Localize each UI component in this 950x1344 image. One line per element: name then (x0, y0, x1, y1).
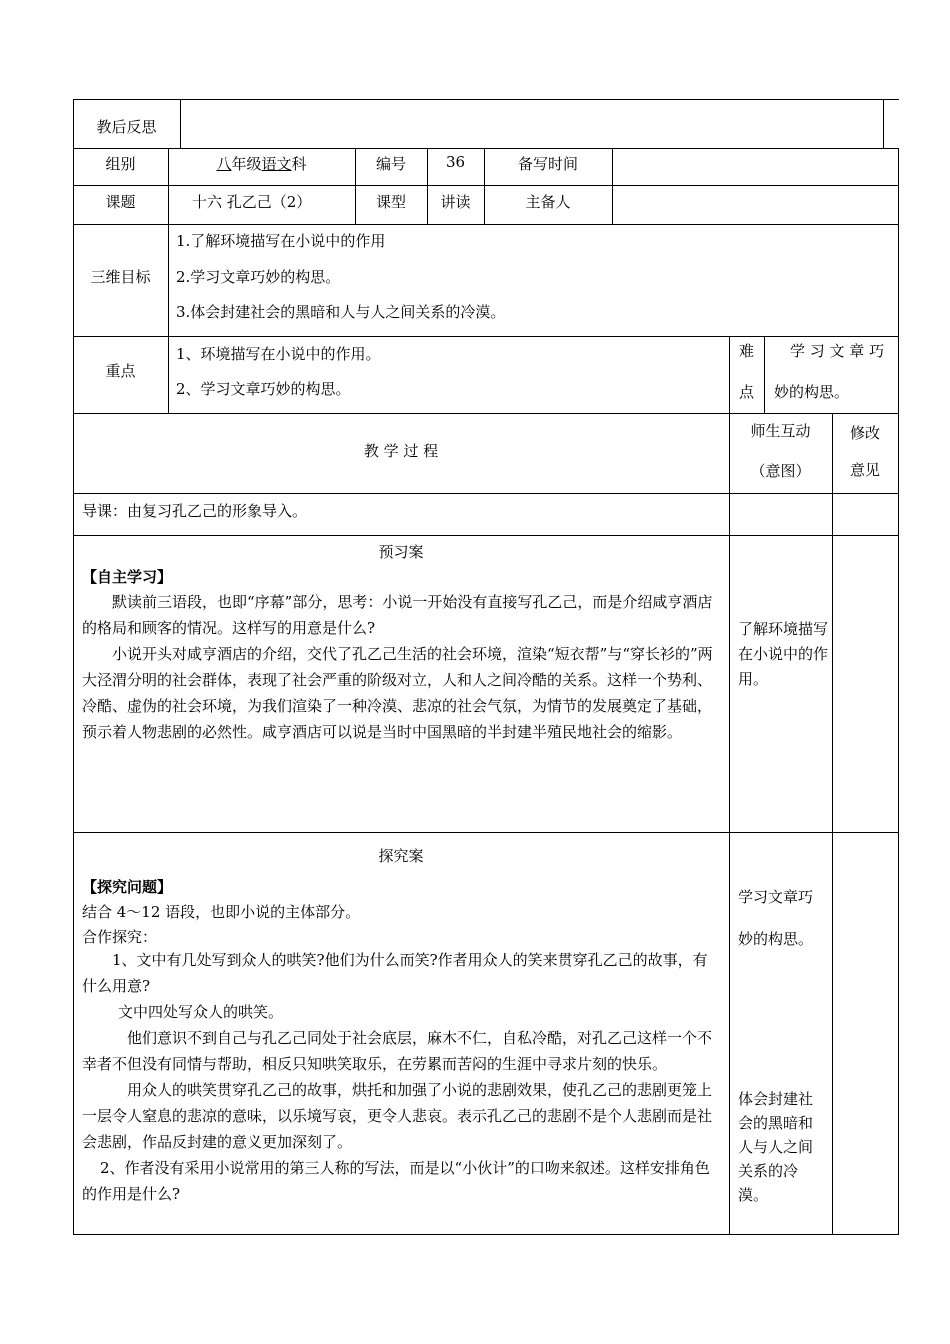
type-value: 讲读 (440, 193, 471, 211)
explore-q1: 1、文中有几处写到众人的哄笑?他们为什么而笑?作者用众人的笑来贯穿孔乙己的故事，有什么用意? (82, 951, 708, 995)
explore-note1-line2: 妙的构思。 (738, 930, 814, 948)
explore-note1-line1: 学习文章巧 (738, 888, 814, 906)
explore-q2: 2、作者没有采用小说常用的第三人称的写法，而是以“小伙计”的口吻来叙述。这样安排角色的作用是什么? (82, 1159, 710, 1203)
group-label: 组别 (105, 155, 136, 173)
difficulty-line-1: 学 习 文 章 巧 (790, 342, 885, 360)
focus-item-1: 1、环境描写在小说中的作用。 (176, 345, 381, 363)
difficulty-label-2: 点 (738, 383, 754, 401)
explore-a1-2: 他们意识不到自己与孔乙己同处于社会底层，麻木不仁，自私冷酷，对孔乙己这样一个不幸者不但没有同情与帮助，相反只知哄笑取乐，在劳累而苦闷的生涯中寻求片刻的快乐。 (82, 1029, 713, 1073)
explore-body (82, 947, 722, 1207)
preview-answer: 小说开头对咸亨酒店的介绍，交代了孔乙己生活的社会环境，渲染“短衣帮”与“穿长衫的”两大泾渭分明的社会群体，表现了社会严重的阶级对立，人和人之间冷酷的关系。这样一个势利、冷酷、虚伪的社会环境，为我们渲染了一种冷漠、悲凉的社会气氛，为情节的发展奠定了基础，预示着人物悲剧的必然性。咸亨酒店可以说是当时中国黑暗的半封建半殖民地社会的缩影。 (82, 645, 713, 741)
reflection-label: 教后反思 (96, 118, 157, 136)
explore-title: 探究案 (378, 847, 424, 865)
preview-section: 【自主学习】 (82, 568, 173, 586)
type-label: 课型 (375, 193, 406, 211)
difficulty-label-1: 难 (738, 342, 754, 360)
explore-coop: 合作探究： (82, 928, 158, 946)
preview-question: 默读前三语段，也即“序幕”部分，思考：小说一开始没有直接写孔乙己，而是介绍咸亨酒店的格局和顾客的情况。这样写的用意是什么? (82, 593, 713, 637)
topic-value: 十六 孔乙己（2） (192, 193, 312, 211)
number-value: 36 (445, 153, 466, 171)
explore-a1-3: 用众人的哄笑贯穿孔乙己的故事，烘托和加强了小说的悲剧效果，使孔乙己的悲剧更笼上一层令人窒息的悲凉的意味，以乐境写哀，更令人悲哀。表示孔乙己的悲剧不是个人悲剧而是社会悲剧，作品反封建的意义更加深刻了。 (82, 1081, 713, 1151)
prep-time-label: 备写时间 (517, 155, 578, 173)
interaction-header-2: （意图） (750, 462, 811, 480)
goal-item-2: 2.学习文章巧妙的构思。 (176, 268, 341, 286)
explore-a1-1: 文中四处写众人的哄笑。 (118, 1003, 284, 1021)
preview-body (82, 589, 722, 745)
revise-header-2: 意见 (849, 461, 880, 479)
goal-item-3: 3.体会封建社会的黑暗和人与人之间关系的冷漠。 (176, 303, 506, 321)
intro-text: 导课：由复习孔乙己的形象导入。 (82, 502, 308, 520)
goals-label: 三维目标 (90, 268, 151, 286)
preview-note: 了解环境描写在小说中的作用。 (738, 620, 829, 688)
topic-label: 课题 (105, 193, 136, 211)
group-value: 八年级语文科 (216, 155, 307, 173)
focus-label: 重点 (105, 362, 136, 380)
goal-item-1: 1.了解环境描写在小说中的作用 (176, 232, 386, 250)
revise-header-1: 修改 (849, 424, 880, 442)
preparer-label: 主备人 (525, 193, 571, 211)
difficulty-line-2: 妙的构思。 (774, 383, 850, 401)
interaction-header-1: 师生互动 (750, 422, 811, 440)
explore-scope: 结合 4～12 语段，也即小说的主体部分。 (82, 903, 361, 921)
focus-item-2: 2、学习文章巧妙的构思。 (176, 380, 351, 398)
process-title: 教 学 过 程 (363, 442, 439, 460)
number-label: 编号 (375, 155, 406, 173)
explore-section: 【探究问题】 (82, 878, 173, 896)
explore-note2: 体会封建社会的黑暗和人与人之间关系的冷漠。 (738, 1090, 814, 1204)
preview-title: 预习案 (378, 543, 424, 561)
